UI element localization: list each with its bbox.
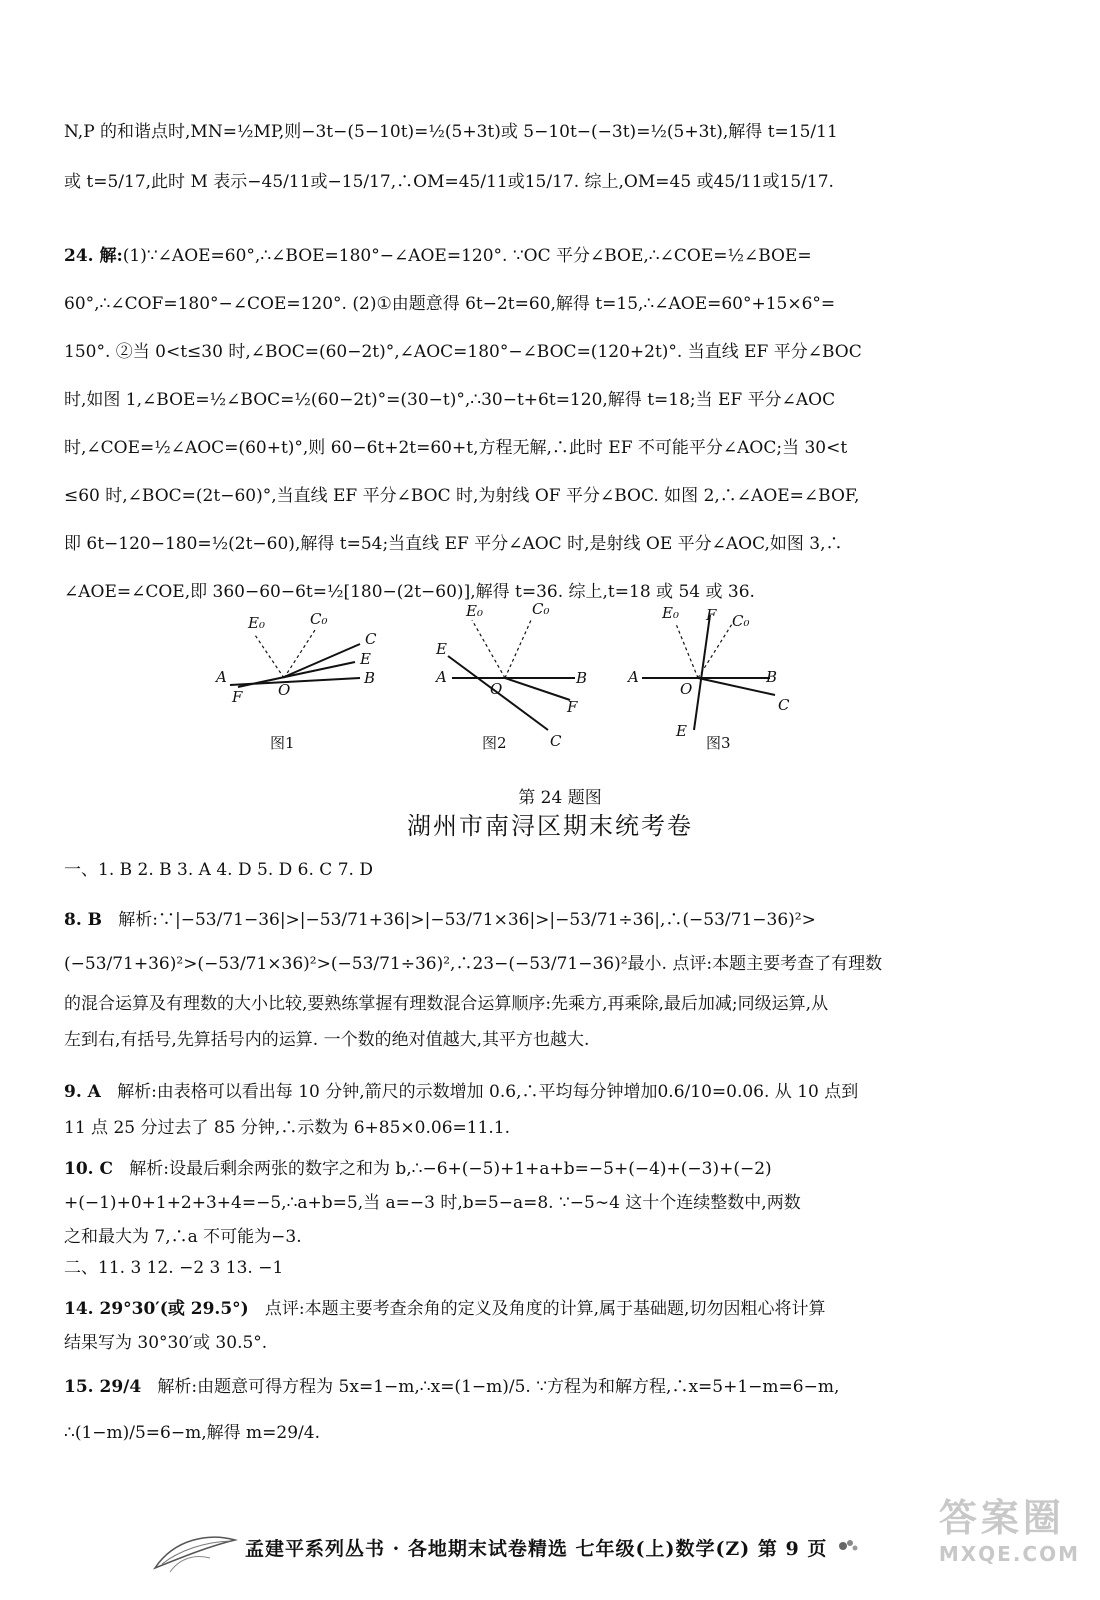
q24-figure-svg — [210, 600, 910, 780]
intro-line-1: N,P 的和谐点时,MN=½MP,则−3t−(5−10t)=½(5+3t)或 5−10t−(−3t)=½(5+3t),解得 t=15/11 — [64, 122, 838, 142]
fig1-point-b: B — [364, 669, 376, 687]
fig2-label: 图2 — [482, 734, 507, 752]
watermark-bottom: MXQE.COM — [938, 1542, 1080, 1566]
q8-line-2: (−53/71+36)²>(−53/71×36)²>(−53/71÷36)²,∴23−(−53/71−36)²最小. 点评:本题主要考查了有理数 — [64, 954, 883, 974]
q15-line-1: 解析:由题意可得方程为 5x=1−m,∴x=(1−m)/5. ∵方程为和解方程,∴x=5+1−m=6−m, — [157, 1377, 840, 1397]
fig2-point-e: E — [436, 640, 447, 658]
q14-line-2: 结果写为 30°30′或 30.5°. — [64, 1333, 268, 1353]
q10-label: 10. C — [64, 1159, 114, 1179]
section-title: 湖州市南浔区期末统考卷 — [407, 812, 693, 840]
fig3-point-e: E — [676, 722, 687, 740]
fig3-label: 图3 — [706, 734, 731, 752]
q24-label: 24. 解: — [64, 246, 123, 266]
fig1-point-f: F — [232, 688, 243, 706]
q24-line-2: 60°,∴∠COF=180°−∠COE=120°. (2)①由题意得 6t−2t=60,解得 t=15,∴∠AOE=60°+15×6°= — [64, 294, 836, 314]
fig3-point-o: O — [680, 680, 693, 698]
q8-line-1: 解析:∵|−53/71−36|>|−53/71+36|>|−53/71×36|>|−53/71÷36|,∴(−53/71−36)²> — [118, 910, 816, 930]
fig1-point-a: A — [216, 668, 227, 686]
fig1-point-c: C — [365, 630, 377, 648]
q9-block — [64, 1074, 1040, 1146]
figure-3 — [626, 604, 790, 752]
q8-label: 8. B — [64, 910, 103, 930]
watermark-top: 答案圈 — [938, 1496, 1065, 1540]
intro-line-2: 或 t=5/17,此时 M 表示−45/11或−15/17,∴OM=45/11或15/17. 综上,OM=45 或45/11或15/17. — [64, 172, 834, 192]
q15-line-2: ∴(1−m)/5=6−m,解得 m=29/4. — [64, 1423, 320, 1443]
q10-line-1: 解析:设最后剩余两张的数字之和为 b,∴−6+(−5)+1+a+b=−5+(−4)+(−3)+(−2) — [129, 1159, 772, 1179]
answers-part-2 — [64, 1254, 1040, 1282]
q24-line-8: ∠AOE=∠COE,即 360−60−6t=½[180−(2t−60)],解得 t=36. 综上,t=18 或 54 或 36. — [64, 582, 755, 602]
fig3-point-a: A — [628, 668, 639, 686]
q8-block — [64, 898, 1040, 1058]
fig2-point-o: O — [490, 680, 503, 698]
fig1-point-c0: C₀ — [310, 610, 328, 628]
fig2-point-c: C — [550, 732, 562, 750]
q15-block — [64, 1364, 1040, 1456]
figure-caption: 第 24 题图 — [518, 788, 602, 808]
q14-block — [64, 1292, 1040, 1360]
q8-line-4: 左到右,有括号,先算括号内的运算. 一个数的绝对值越大,其平方也越大. — [64, 1030, 590, 1050]
figure-1 — [214, 610, 377, 752]
answers-part-1 — [64, 856, 1040, 884]
leaf-ornament-icon — [150, 1528, 240, 1578]
q8-line-3: 的混合运算及有理数的大小比较,要熟练掌握有理数混合运算顺序:先乘方,再乘除,最后加减;同级运算,从 — [64, 994, 829, 1014]
fig3-point-c: C — [778, 696, 790, 714]
fig2-point-a: A — [436, 668, 447, 686]
fig1-point-e0: E₀ — [248, 614, 265, 632]
fig3-point-c0: C₀ — [732, 612, 750, 630]
fig3-point-b: B — [766, 668, 778, 686]
q9-line-2: 11 点 25 分过去了 85 分钟,∴示数为 6+85×0.06=11.1. — [64, 1118, 511, 1138]
q24-block — [64, 232, 1040, 616]
q24-line-5: 时,∠COE=½∠AOC=(60+t)°,则 60−6t+2t=60+t,方程无解,∴此时 EF 不可能平分∠AOC;当 30<t — [64, 438, 848, 458]
q10-line-2: +(−1)+0+1+2+3+4=−5,∴a+b=5,当 a=−3 时,b=5−a=8. ∵−5∼4 这十个连续整数中,两数 — [64, 1193, 801, 1213]
fig2-point-e0: E₀ — [466, 602, 483, 620]
figure-2 — [434, 600, 587, 752]
fig1-label: 图1 — [270, 734, 295, 752]
footer-text: 孟建平系列丛书 · 各地期末试卷精选 七年级(上)数学(Z) 第 9 页 — [245, 1538, 828, 1560]
q15-label: 15. 29/4 — [64, 1377, 142, 1397]
q9-line-1: 解析:由表格可以看出每 10 分钟,箭尺的示数增加 0.6,∴平均每分钟增加0.6/10=0.06. 从 10 点到 — [117, 1082, 859, 1102]
q10-block — [64, 1152, 1040, 1254]
fig3-point-e0: E₀ — [662, 604, 679, 622]
q24-line-4: 时,如图 1,∠BOE=½∠BOC=½(60−2t)°=(30−t)°,∴30−t+6t=120,解得 t=18;当 EF 平分∠AOC — [64, 390, 836, 410]
intro-paragraph — [64, 118, 1040, 196]
q10-line-3: 之和最大为 7,∴a 不可能为−3. — [64, 1227, 302, 1247]
q14-label: 14. 29°30′(或 29.5°) — [64, 1299, 249, 1319]
fig2-point-c0: C₀ — [532, 600, 550, 618]
page-footer — [0, 1496, 1100, 1578]
fig1-point-e: E — [360, 650, 371, 668]
answers-fill-line: 二、11. 3 12. −2 3 13. −1 — [64, 1258, 284, 1278]
answers-choice-line: 一、1. B 2. B 3. A 4. D 5. D 6. C 7. D — [64, 860, 373, 880]
q24-line-6: ≤60 时,∠BOC=(2t−60)°,当直线 EF 平分∠BOC 时,为射线 OF 平分∠BOC. 如图 2,∴∠AOE=∠BOF, — [64, 486, 860, 506]
watermark — [939, 1487, 1080, 1566]
flower-ornament-icon — [835, 1536, 865, 1556]
q14-line-1: 点评:本题主要考查余角的定义及角度的计算,属于基础题,切勿因粗心将计算 — [264, 1299, 826, 1319]
fig2-point-b: B — [576, 669, 588, 687]
q24-line-3: 150°. ②当 0<t≤30 时,∠BOC=(60−2t)°,∠AOC=180°−∠BOC=(120+2t)°. 当直线 EF 平分∠BOC — [64, 342, 862, 362]
fig2-point-f: F — [567, 698, 578, 716]
q24-line-1: (1)∵∠AOE=60°,∴∠BOE=180°−∠AOE=120°. ∵OC 平分∠BOE,∴∠COE=½∠BOE= — [122, 246, 812, 266]
q24-figures — [210, 600, 910, 808]
q24-line-7: 即 6t−120−180=½(2t−60),解得 t=54;当直线 EF 平分∠AOC 时,是射线 OE 平分∠AOC,如图 3,∴ — [64, 534, 843, 554]
q9-label: 9. A — [64, 1082, 101, 1102]
fig3-point-f: F — [706, 606, 717, 624]
fig1-point-o: O — [278, 681, 291, 699]
